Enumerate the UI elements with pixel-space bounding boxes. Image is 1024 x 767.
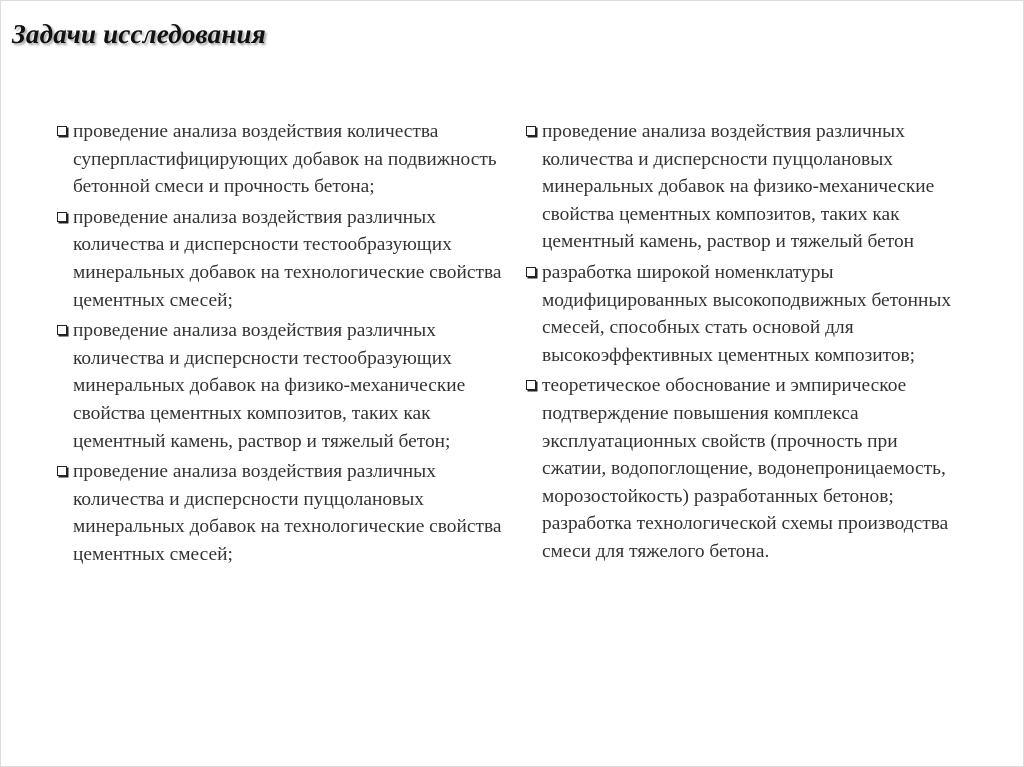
- checkbox-bullet-icon: [57, 126, 67, 136]
- task-text: проведение анализа воздействия различных количества и дисперсности тестообразующих минеральных добавок на технологические свойства цементных смесей;: [73, 206, 502, 311]
- task-item: [525, 118, 965, 256]
- task-text: разработка широкой номенклатуры модифицированных высокоподвижных бетонных смесей, способных стать основой для высокоэффективных цементных композитов;: [542, 261, 952, 366]
- task-item: [56, 317, 511, 455]
- task-item: [56, 458, 511, 568]
- checkbox-bullet-icon: [57, 325, 67, 335]
- slide-title: Задачи исследования: [12, 19, 266, 49]
- task-item: [525, 259, 965, 369]
- task-text: теоретическое обоснование и эмпирическое подтверждение повышения комплекса эксплуатационных свойств (прочность при сжатии, водопоглощение, водонепроницаемость, морозостойкость) разработанных бетонов; разработка технологической схемы производства смеси для тяжелого бетона.: [542, 375, 949, 562]
- right-task-list: [525, 118, 965, 569]
- checkbox-bullet-icon: [57, 466, 67, 476]
- left-task-list: [56, 118, 511, 572]
- checkbox-bullet-icon: [526, 380, 536, 390]
- task-item: [525, 372, 965, 565]
- checkbox-bullet-icon: [526, 267, 536, 277]
- task-text: проведение анализа воздействия количества суперпластифицирующих добавок на подвижность бетонной смеси и прочность бетона;: [73, 121, 497, 198]
- task-text: проведение анализа воздействия различных количества и дисперсности тестообразующих минеральных добавок на физико-механические свойства цементных композитов, таких как цементный камень, раствор и тяжелый бетон;: [73, 320, 466, 452]
- task-item: [56, 118, 511, 201]
- task-text: проведение анализа воздействия различных количества и дисперсности пуццолановых минеральных добавок на физико-механические свойства цементных композитов, таких как цементный камень, раствор и тяжелый бетон: [542, 121, 935, 253]
- checkbox-bullet-icon: [57, 212, 67, 222]
- task-text: проведение анализа воздействия различных количества и дисперсности пуццолановых минеральных добавок на технологические свойства цементных смесей;: [73, 461, 502, 565]
- task-item: [56, 204, 511, 314]
- checkbox-bullet-icon: [526, 126, 536, 136]
